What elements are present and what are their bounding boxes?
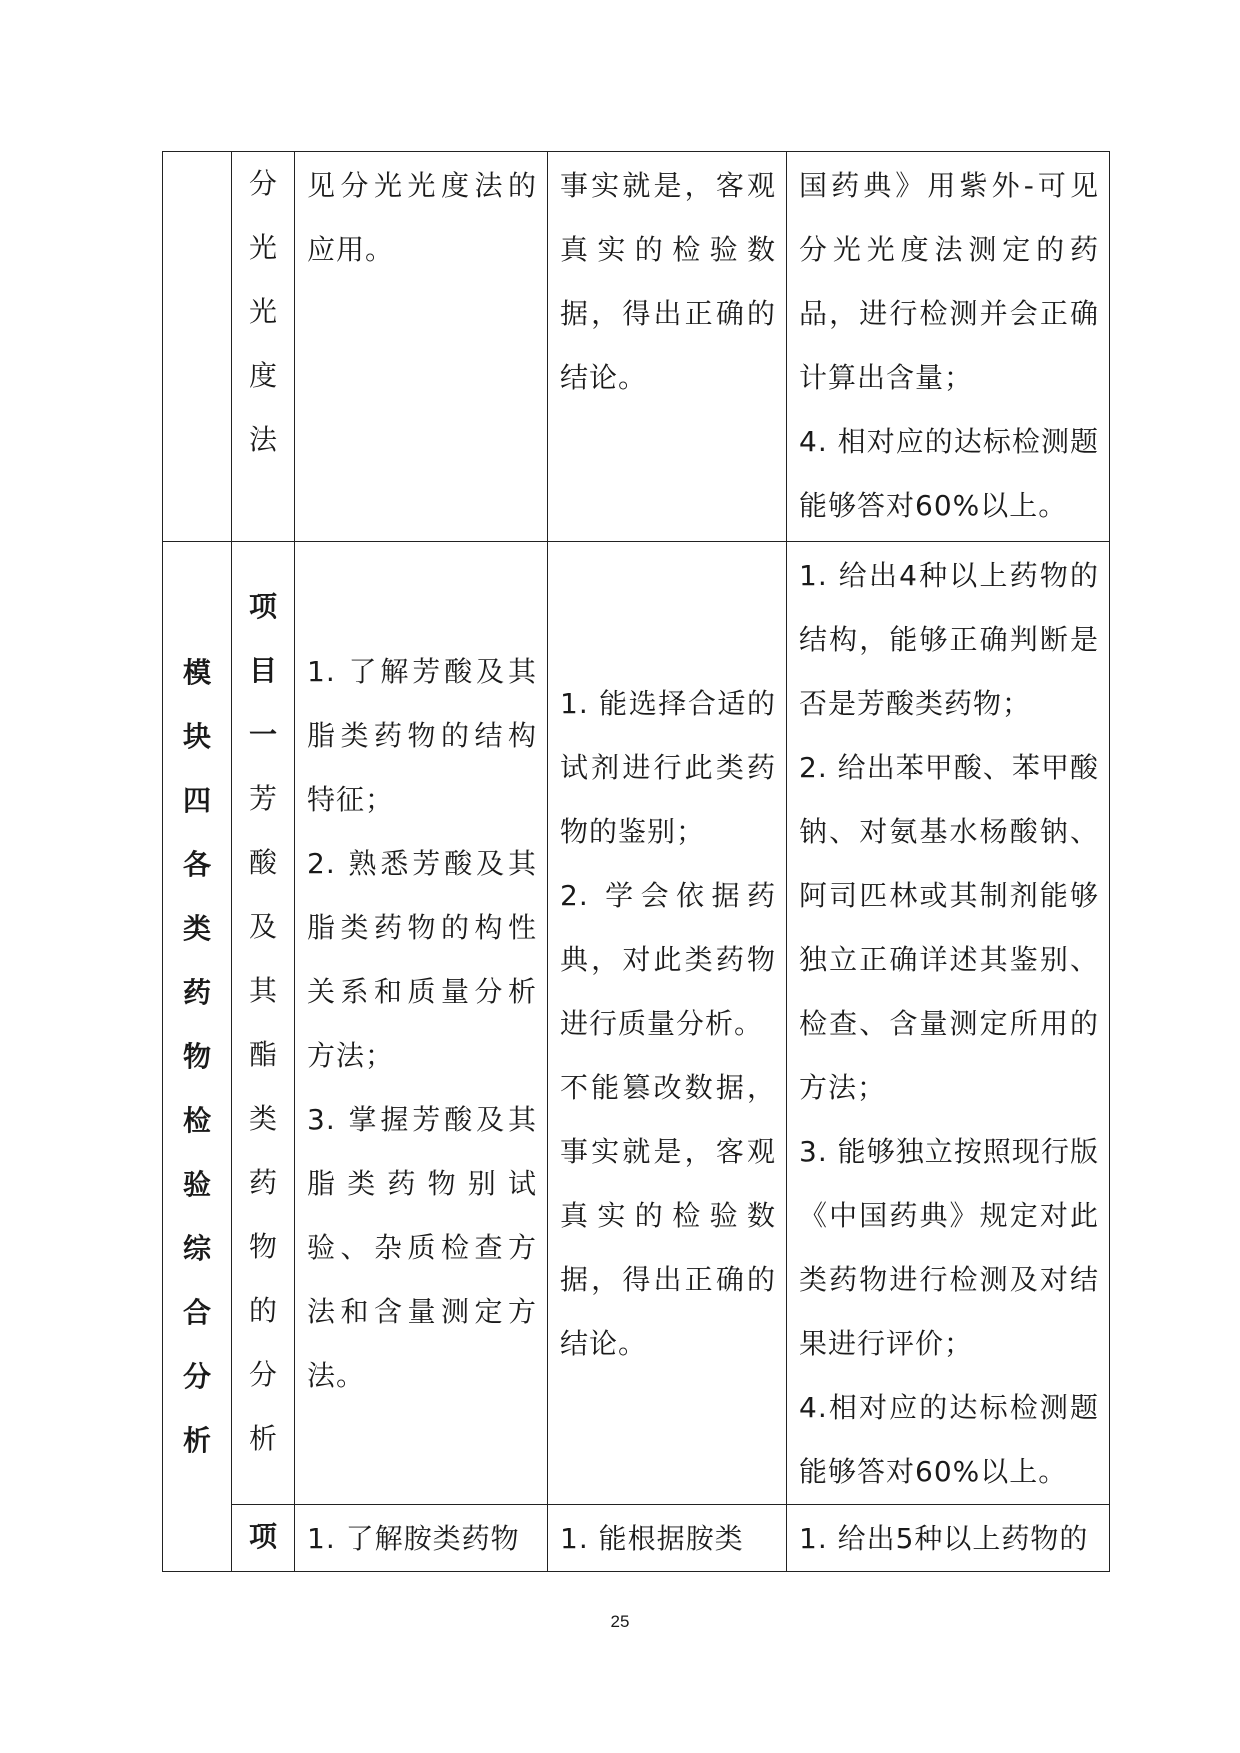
module-char: 检 <box>182 1103 211 1137</box>
page-number: 25 <box>610 1612 630 1631</box>
knowledge-text: 见分光光度法的应用。 <box>307 169 537 266</box>
title-char: 酯 <box>248 1038 277 1071</box>
curriculum-table <box>162 151 1110 1572</box>
standards-text: 1. 给出5种以上药物的 <box>799 1522 1089 1555</box>
title-char: 分 <box>248 1358 277 1391</box>
standards-text: 国药典》用紫外-可见分光光度法测定的药品，进行检测并会正确计算出含量； <box>799 169 1099 394</box>
module-label-cell <box>163 542 232 1572</box>
title-char: 药 <box>248 1166 277 1199</box>
knowledge-text: 2. 熟悉芳酸及其脂类药物的构性关系和质量分析方法； <box>307 847 537 1072</box>
standards-cell <box>787 1505 1110 1572</box>
project-title-cell <box>232 542 295 1505</box>
module-char: 综 <box>182 1231 211 1265</box>
standards-cell <box>787 152 1110 542</box>
ability-cell <box>548 1505 787 1572</box>
title-char: 酸 <box>248 846 277 879</box>
module-char: 模 <box>182 655 211 689</box>
module-char: 四 <box>182 783 211 817</box>
title-char: 的 <box>248 1294 277 1327</box>
standards-text: 2. 给出苯甲酸、苯甲酸钠、对氨基水杨酸钠、阿司匹林或其制剂能够独立正确详述其鉴别、检查、含量测定所用的方法； <box>799 751 1099 1104</box>
title-char: 其 <box>248 974 277 1007</box>
ability-text: 不能篡改数据，事实就是，客观真实的检验数据，得出正确的结论。 <box>560 1071 776 1360</box>
module-char: 分 <box>182 1359 211 1393</box>
title-char: 项 <box>248 590 277 623</box>
standards-text: 4.相对应的达标检测题能够答对60%以上。 <box>799 1391 1099 1488</box>
title-char: 目 <box>248 654 277 687</box>
module-cell-empty <box>163 152 232 542</box>
module-char: 析 <box>182 1423 211 1457</box>
module-char: 验 <box>182 1167 211 1201</box>
knowledge-text: 1. 了解胺类药物 <box>307 1522 520 1555</box>
title-char: 类 <box>248 1102 277 1135</box>
table-row <box>163 542 1110 1505</box>
title-char: 析 <box>248 1422 277 1455</box>
project-title-cell <box>232 152 295 542</box>
knowledge-text: 3. 掌握芳酸及其脂类药物别试验、杂质检查方法和含量测定方法。 <box>307 1103 537 1392</box>
title-char: 及 <box>248 910 277 943</box>
table-row <box>163 1505 1110 1572</box>
standards-text: 4. 相对应的达标检测题能够答对60%以上。 <box>799 425 1099 522</box>
title-char: 度 <box>248 359 277 392</box>
project-title-cell <box>232 1505 295 1572</box>
ability-cell <box>548 542 787 1505</box>
title-char: 物 <box>248 1230 277 1263</box>
ability-cell <box>548 152 787 542</box>
module-char: 块 <box>182 719 211 753</box>
title-char: 分 <box>248 167 277 200</box>
knowledge-cell <box>295 152 548 542</box>
ability-text: 2. 学会依据药典，对此类药物进行质量分析。 <box>560 879 776 1040</box>
ability-text: 1. 能选择合适的试剂进行此类药物的鉴别； <box>560 687 776 848</box>
table-row <box>163 152 1110 542</box>
knowledge-text: 1. 了解芳酸及其脂类药物的结构特征； <box>307 655 537 816</box>
knowledge-cell <box>295 1505 548 1572</box>
module-char: 物 <box>182 1039 211 1073</box>
ability-text: 事实就是，客观真实的检验数据，得出正确的结论。 <box>560 169 776 394</box>
module-char: 药 <box>182 975 211 1009</box>
standards-cell <box>787 542 1110 1505</box>
module-char: 合 <box>182 1295 211 1329</box>
module-char: 各 <box>182 847 211 881</box>
standards-text: 3. 能够独立按照现行版《中国药典》规定对此类药物进行检测及对结果进行评价； <box>799 1135 1099 1360</box>
title-char: 法 <box>248 423 277 456</box>
ability-text: 1. 能根据胺类 <box>560 1522 744 1555</box>
title-char: 项 <box>248 1520 277 1553</box>
module-char: 类 <box>182 911 211 945</box>
knowledge-cell <box>295 542 548 1505</box>
title-char: 一 <box>248 718 277 751</box>
title-char: 芳 <box>248 782 277 815</box>
title-char: 光 <box>248 295 277 328</box>
standards-text: 1. 给出4种以上药物的结构，能够正确判断是否是芳酸类药物； <box>799 559 1099 720</box>
title-char: 光 <box>248 231 277 264</box>
